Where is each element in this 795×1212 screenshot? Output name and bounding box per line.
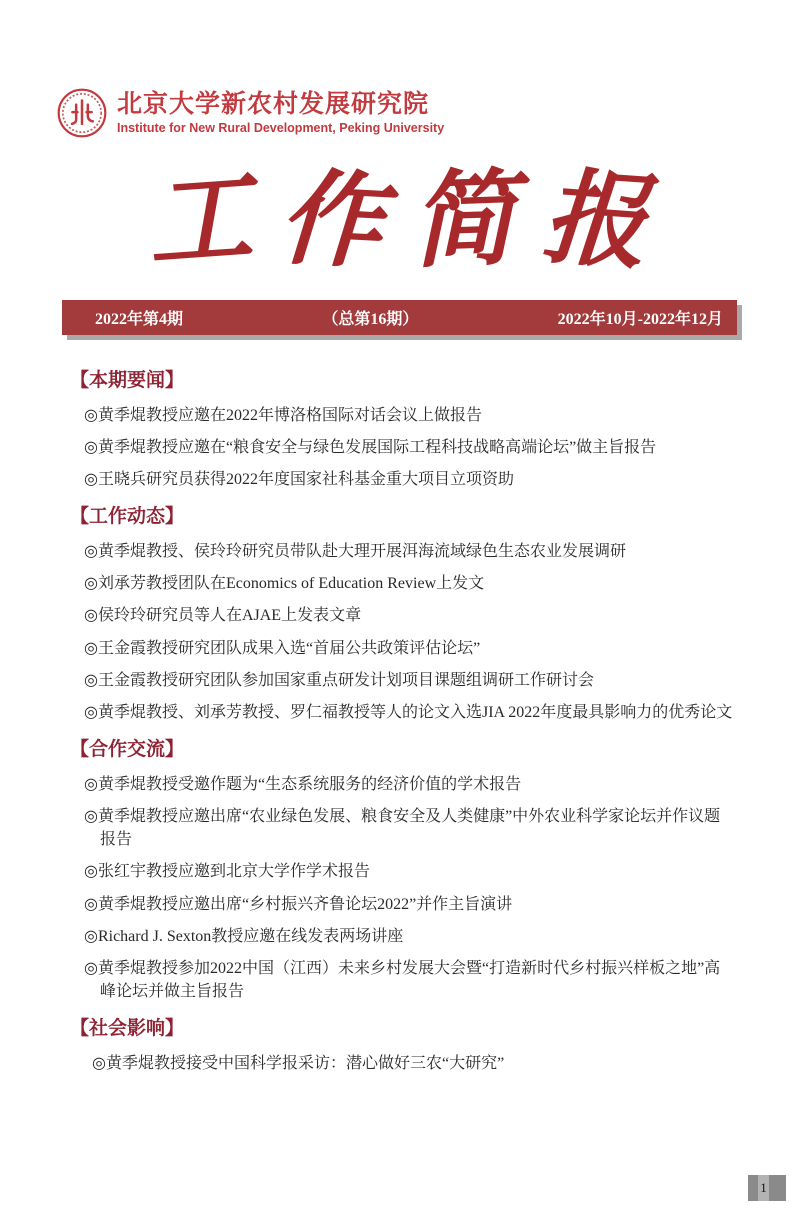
section-cooperation	[70, 738, 795, 1003]
bulletin-item: ◎黄季焜教授应邀出席“农业绿色发展、粮食安全及人类健康”中外农业科学家论坛并作议题 报告	[84, 807, 721, 849]
bulletin-item: ◎黄季焜教授应邀在2022年博洛格国际对话会议上做报告	[84, 406, 482, 424]
institute-name-en: Institute for New Rural Development, Peking University	[117, 120, 445, 135]
bulletin-item: ◎黄季焜教授、刘承芳教授、罗仁福教授等人的论文入选JIA 2022年度最具影响力的优秀论文	[84, 703, 733, 721]
title-char: 作	[276, 155, 387, 284]
section-heading: 【合作交流】	[70, 739, 185, 761]
issue-volume: （总第16期）	[322, 311, 419, 328]
issue-banner	[62, 300, 737, 335]
institute-name-cn: 北京大学新农村发展研究院	[117, 90, 430, 119]
bulletin-item: ◎黄季焜教授接受中国科学报采访：潜心做好三农“大研究”	[92, 1054, 505, 1072]
section-heading: 【工作动态】	[70, 506, 185, 528]
title-char: 报	[539, 154, 652, 285]
section-highlights	[70, 369, 795, 491]
bulletin-item: ◎王晓兵研究员获得2022年度国家社科基金重大项目立项资助	[84, 471, 514, 489]
page-number-box	[748, 1175, 786, 1201]
bulletin-item: ◎张红宇教授应邀到北京大学作学术报告	[84, 863, 370, 881]
bulletin-item: ◎Richard J. Sexton教授应邀在线发表两场讲座	[84, 927, 404, 945]
title-char: 工	[143, 154, 256, 285]
bulletin-item: ◎王金霞教授研究团队参加国家重点研发计划项目课题组调研工作研讨会	[84, 671, 594, 689]
bulletin-item: ◎王金霞教授研究团队成果入选“首届公共政策评估论坛”	[84, 639, 481, 657]
bulletin-item: ◎黄季焜教授应邀在“粮食安全与绿色发展国际工程科技战略高端论坛”做主旨报告	[84, 438, 657, 456]
pku-seal-icon	[57, 88, 107, 138]
bulletin-item: ◎黄季焜教授、侯玲玲研究员带队赴大理开展洱海流域绿色生态农业发展调研	[84, 542, 626, 560]
title-char: 简	[409, 156, 518, 283]
section-social-impact	[70, 1017, 795, 1075]
masthead	[57, 88, 795, 138]
bulletin-item: ◎黄季焜教授参加2022中国（江西）未来乡村发展大会暨“打造新时代乡村振兴样板之地”高 峰论坛并做主旨报告	[84, 959, 721, 1001]
section-work-updates	[70, 505, 795, 724]
bulletin-item: ◎刘承芳教授团队在Economics of Education Review上发文	[84, 575, 485, 593]
bulletin-content	[70, 369, 795, 1075]
page-number: 1	[758, 1175, 769, 1201]
bulletin-item: ◎黄季焜教授受邀作题为“生态系统服务的经济价值的学术报告	[84, 775, 522, 793]
bulletin-item: ◎侯玲玲研究员等人在AJAE上发表文章	[84, 607, 362, 625]
issue-number: 2022年第4期	[95, 311, 184, 328]
section-heading: 【社会影响】	[70, 1018, 185, 1040]
issue-period: 2022年10月-2022年12月	[557, 311, 723, 328]
bulletin-item: ◎黄季焜教授应邀出席“乡村振兴齐鲁论坛2022”并作主旨演讲	[84, 895, 513, 913]
bulletin-title	[143, 154, 652, 286]
section-heading: 【本期要闻】	[70, 370, 185, 391]
